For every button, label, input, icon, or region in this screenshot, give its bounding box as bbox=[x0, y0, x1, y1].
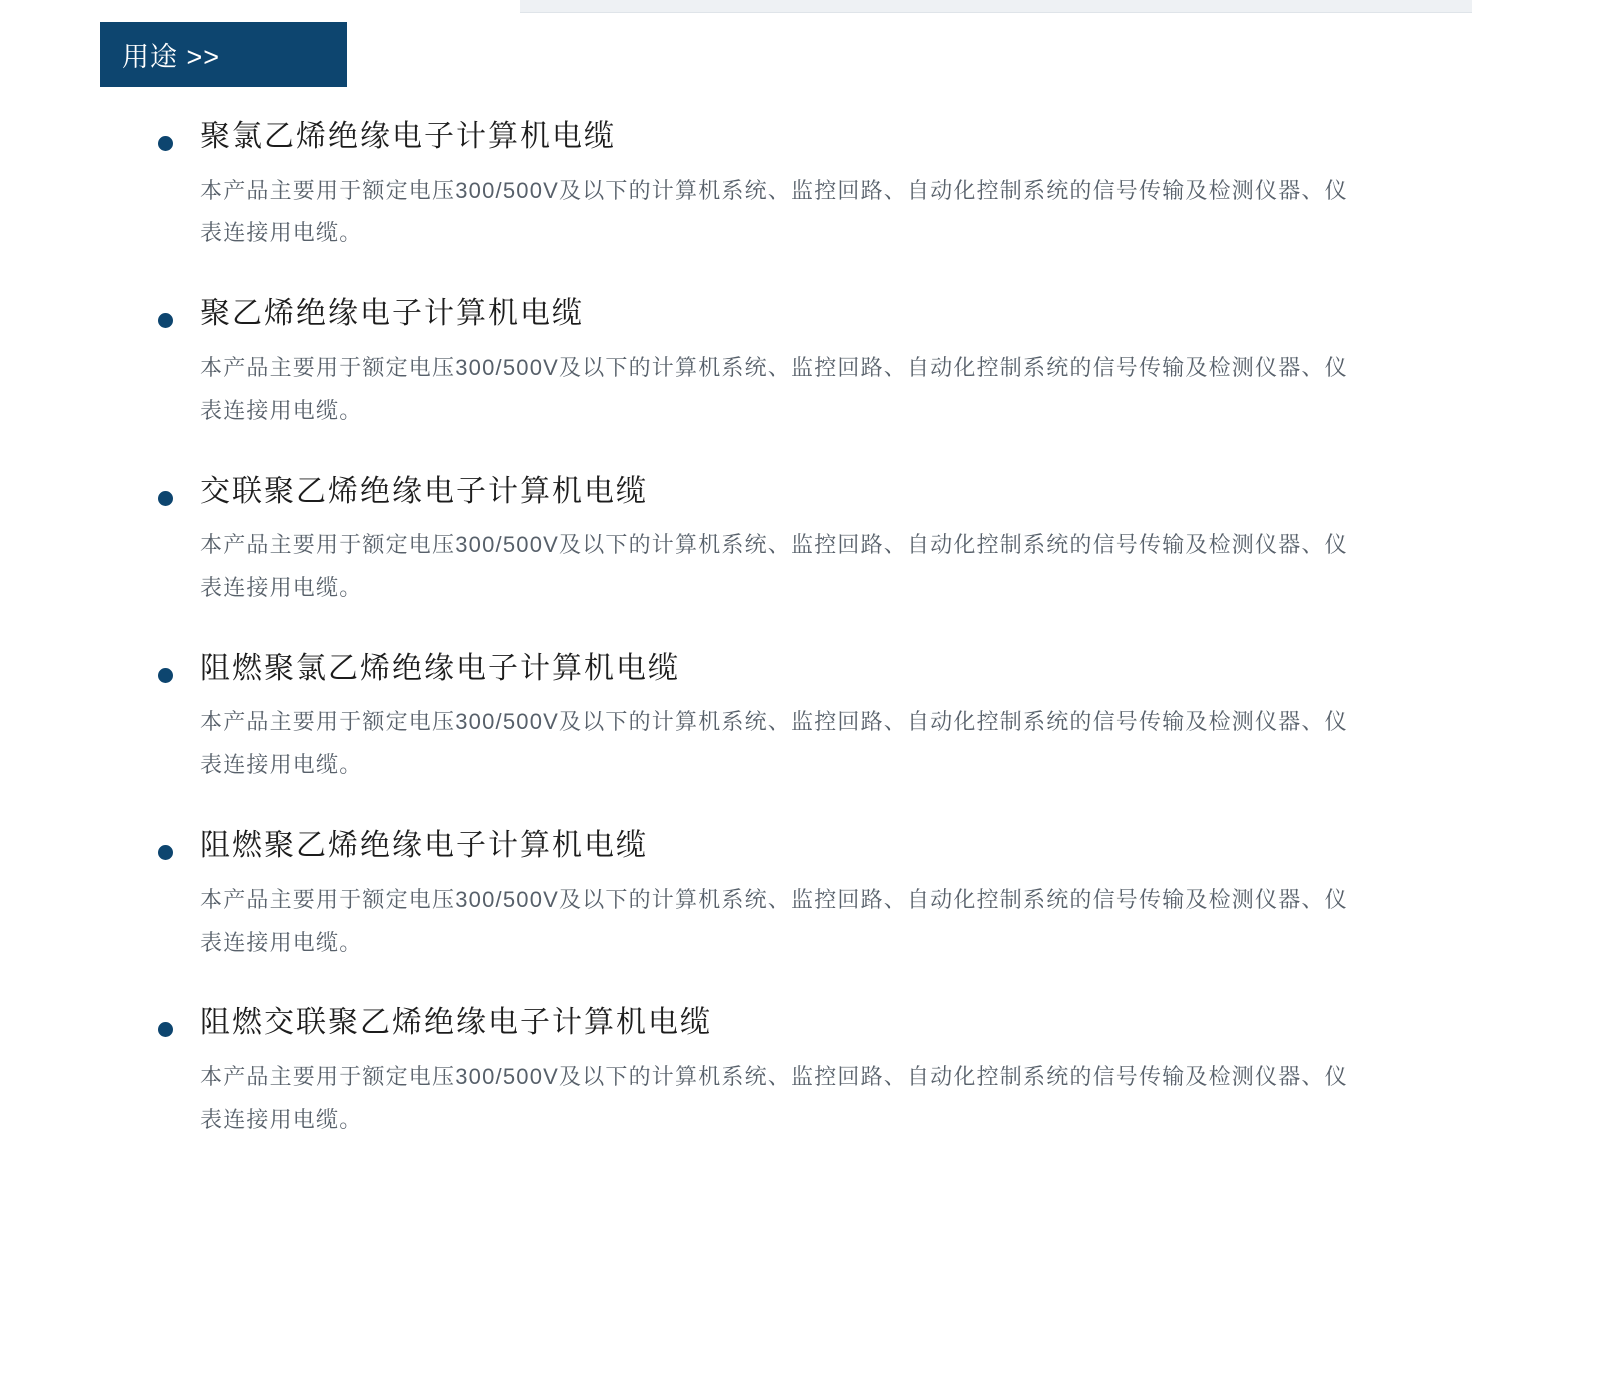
list-item bbox=[0, 473, 1602, 610]
section-heading-label: 用途 >> bbox=[122, 42, 221, 72]
list-item-description: 本产品主要用于额定电压300/500V及以下的计算机系统、监控回路、自动化控制系统的信号传输及检测仪器、仪表连接用电缆。 bbox=[200, 177, 1348, 246]
section-heading-tab bbox=[100, 22, 347, 87]
bullet-icon bbox=[158, 491, 173, 506]
list-item bbox=[0, 295, 1602, 432]
list-item-title: 聚乙烯绝缘电子计算机电缆 bbox=[200, 297, 584, 331]
list-item-title: 阻燃交联聚乙烯绝缘电子计算机电缆 bbox=[200, 1006, 712, 1040]
bullet-icon bbox=[158, 845, 173, 860]
bullet-icon bbox=[158, 668, 173, 683]
list-item-title: 聚氯乙烯绝缘电子计算机电缆 bbox=[200, 120, 616, 153]
list-item-title: 交联聚乙烯绝缘电子计算机电缆 bbox=[200, 474, 648, 508]
list-item-description: 本产品主要用于额定电压300/500V及以下的计算机系统、监控回路、自动化控制系统的信号传输及检测仪器、仪表连接用电缆。 bbox=[200, 532, 1348, 600]
bullet-icon bbox=[158, 136, 173, 151]
list-item bbox=[0, 650, 1602, 787]
list-item-description: 本产品主要用于额定电压300/500V及以下的计算机系统、监控回路、自动化控制系统的信号传输及检测仪器、仪表连接用电缆。 bbox=[200, 354, 1348, 423]
list-item bbox=[0, 827, 1602, 964]
list-item-description: 本产品主要用于额定电压300/500V及以下的计算机系统、监控回路、自动化控制系统的信号传输及检测仪器、仪表连接用电缆。 bbox=[200, 709, 1348, 778]
top-panel-edge bbox=[520, 0, 1472, 13]
bullet-icon bbox=[158, 1022, 173, 1037]
list-item bbox=[0, 1004, 1602, 1141]
usage-list bbox=[0, 118, 1602, 1182]
list-item-description: 本产品主要用于额定电压300/500V及以下的计算机系统、监控回路、自动化控制系统的信号传输及检测仪器、仪表连接用电缆。 bbox=[200, 1063, 1348, 1132]
list-item-description: 本产品主要用于额定电压300/500V及以下的计算机系统、监控回路、自动化控制系统的信号传输及检测仪器、仪表连接用电缆。 bbox=[200, 886, 1348, 955]
list-item bbox=[0, 118, 1602, 255]
list-item-title: 阻燃聚氯乙烯绝缘电子计算机电缆 bbox=[200, 651, 680, 685]
bullet-icon bbox=[158, 313, 173, 328]
list-item-title: 阻燃聚乙烯绝缘电子计算机电缆 bbox=[200, 829, 648, 863]
